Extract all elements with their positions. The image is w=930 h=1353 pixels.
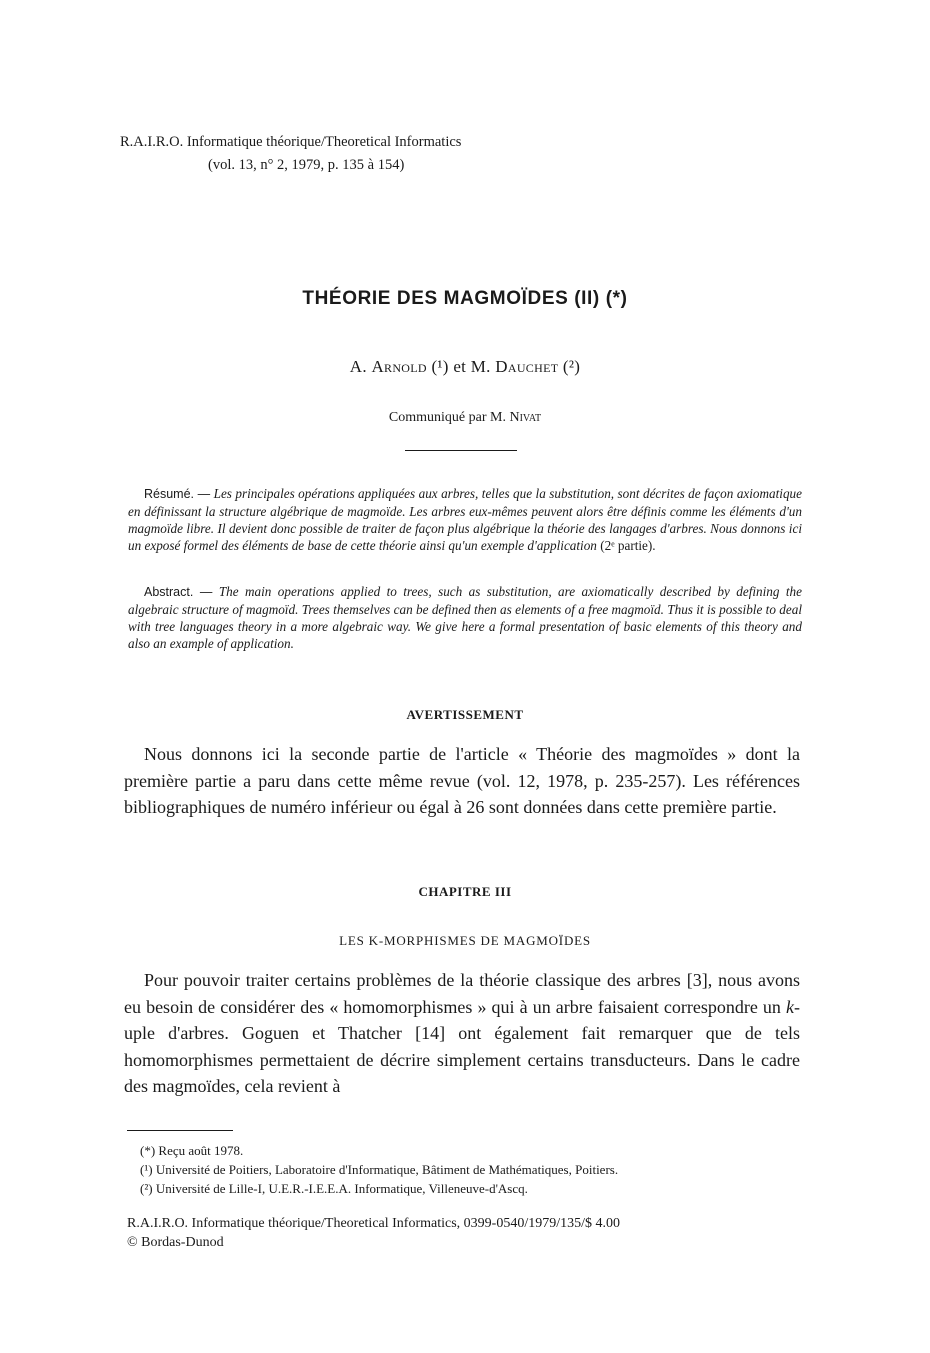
footnote-affiliation-2 [140, 1181, 528, 1197]
author-1-initial: A. [349, 357, 367, 376]
footnote-mark: (¹) [140, 1162, 153, 1177]
footnote-affiliation-1 [140, 1162, 618, 1178]
abstract-block [128, 583, 802, 652]
chapter-text-b: -uple d'arbres. Goguen et Thatcher [14] ont également fait remarquer que de tels homomorphismes permettaient de décrire simplement certains transducteurs. Dans le cadre des magmoïdes, cela revient à [124, 996, 800, 1096]
chapter-text-a: Pour pouvoir traiter certains problèmes de la théorie classique des arbres [3], nous avons eu besoin de considérer des « homomorphismes » qui à un arbre faisaient correspondre un [124, 970, 800, 1017]
abstract-text: The main operations applied to trees, such as substitution, are axiomatically described by defining the algebraic structure of magmoïd. Trees themselves can be defined then as elements of a free magmoïd. Thus it is possible to deal with tree languages theory in a more algebraic way. We give here a formal presentation of basic elements of this theory and also an example of application. [128, 584, 802, 651]
paper-title: THÉORIE DES MAGMOÏDES (II) (*) [302, 288, 628, 309]
footnote-text: Reçu août 1978. [158, 1143, 244, 1158]
volume-info: (vol. 13, n° 2, 1979, p. 135 à 154) [208, 157, 405, 173]
communicated-by [0, 410, 930, 426]
communicated-name: Nivat [509, 410, 542, 425]
avertissement-paragraph: Nous donnons ici la seconde partie de l'article « Théorie des magmoïdes » dont la première partie a paru dans cette même revue (vol. 12, 1978, p. 235-257). Les références bibliographiques de numéro inférieur ou égal à 26 sont données dans cette première partie. [124, 744, 800, 817]
author-conjunction: et [453, 357, 467, 376]
journal-header: R.A.I.R.O. Informatique théorique/Theoretical Informatics [120, 134, 462, 150]
title-divider [405, 450, 517, 451]
chapter-paragraph [124, 967, 800, 1100]
footnote-text: Université de Poitiers, Laboratoire d'Informatique, Bâtiment de Mathématiques, Poitiers. [155, 1162, 619, 1177]
author-2-name: Dauchet [495, 357, 559, 376]
abstract-label: Abstract. — [144, 585, 213, 599]
chapter-text-k: k [786, 996, 794, 1017]
footer-copyright: © Bordas-Dunod [127, 1235, 224, 1250]
footnote-mark: (²) [140, 1181, 153, 1196]
resume-block [128, 485, 802, 554]
chapter-subheading: LES K-MORPHISMES DE MAGMOÏDES [339, 933, 591, 948]
resume-text: Les principales opérations appliquées aux arbres, telles que la substitution, sont décrites de façon axiomatique en définissant la structure algébrique de magmoïde. Les arbres eux-mêmes peuvent alors être définis comme les éléments d'un magmoïde libre. Il devient donc possible de traiter de façon plus algébrique la théorie des langages d'arbres. Nous donnons ici un exposé formel des éléments de base de cette théorie ainsi qu'un exemple d'application [128, 486, 803, 553]
author-line [0, 357, 930, 377]
footnote-divider [127, 1130, 233, 1131]
author-2-initial: M. [470, 357, 491, 376]
resume-tail: (2ᵉ partie). [600, 538, 656, 553]
footnote-mark: (*) [140, 1143, 156, 1158]
resume-label: Résumé. — [144, 487, 211, 501]
author-2-note: (²) [562, 357, 581, 376]
avertissement-heading: AVERTISSEMENT [406, 707, 524, 722]
author-1-name: Arnold [371, 357, 427, 376]
chapter-heading: CHAPITRE III [418, 884, 512, 899]
communicated-prefix: Communiqué par M. [388, 410, 506, 425]
author-1-note: (¹) [431, 357, 449, 376]
footnote-text: Université de Lille-I, U.E.R.-I.E.E.A. Informatique, Villeneuve-d'Ascq. [155, 1181, 528, 1196]
footnote-received [140, 1143, 243, 1159]
footer-journal: R.A.I.R.O. Informatique théorique/Theoretical Informatics, 0399-0540/1979/135/$ 4.00 [127, 1216, 621, 1231]
